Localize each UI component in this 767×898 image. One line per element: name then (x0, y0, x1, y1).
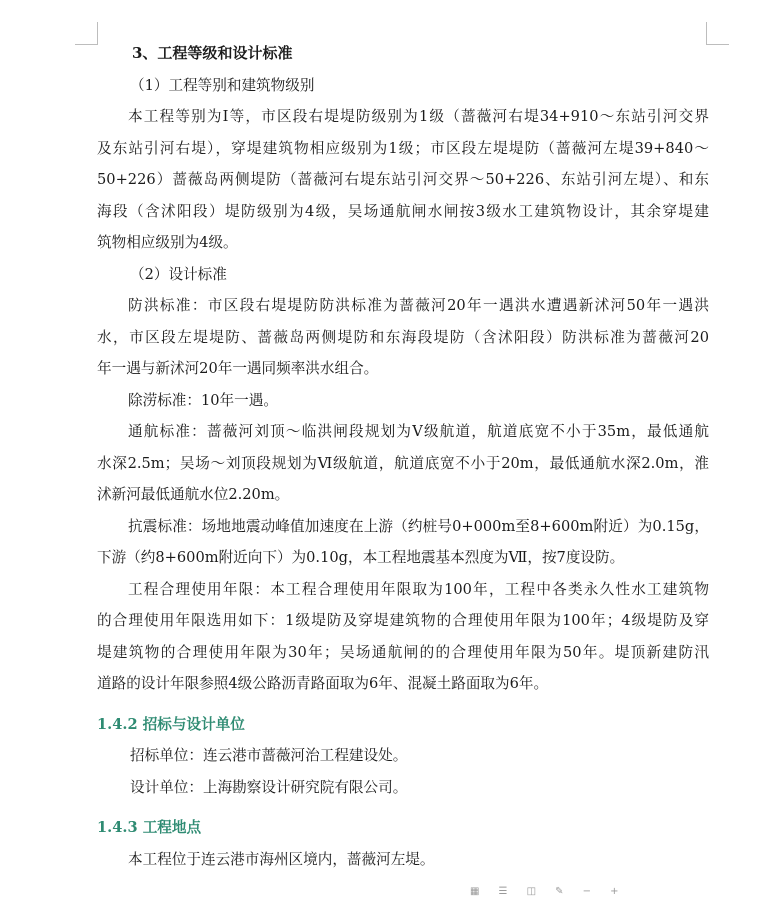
paragraph-seismic (97, 511, 709, 574)
pen-icon[interactable]: ✎ (555, 886, 564, 897)
text-line: 筑物相应级别为4级。 (97, 234, 238, 251)
text-line: 沭新河最低通航水位2.20m。 (97, 486, 290, 503)
text-line: 道路的设计年限参照4级公路沥青路面取为6年、混凝土路面取为6年。 (97, 675, 549, 692)
zoom-in-icon[interactable]: + (610, 886, 619, 897)
text-line: 堤建筑物的合理使用年限为30年；吴场通航闸的的合理使用年限为50年。堤顶新建防汛 (97, 643, 709, 661)
paragraph-drainage: 除涝标准：10年一遇。 (128, 391, 278, 409)
paragraph-grade (97, 101, 709, 259)
zoom-out-icon[interactable]: − (582, 886, 592, 897)
document-body[interactable] (97, 38, 709, 875)
text-line: 工程合理使用年限：本工程合理使用年限取为100年，工程中各类永久性水工建筑物 (128, 580, 709, 598)
text-line: 50+226）蔷薇岛两侧堤防（蔷薇河右堤东站引河交界～50+226、东站引河左堤）、和东 (97, 171, 709, 188)
section-title-tender: 1.4.2 招标与设计单位 (97, 715, 245, 733)
text-line: 年一遇与新沭河20年一遇同频率洪水组合。 (97, 360, 379, 377)
subheading-grade: （1）工程等别和建筑物级别 (130, 76, 315, 94)
text-line: 抗震标准：场地地震动峰值加速度在上游（约桩号0+000m至8+600m附近）为0.15g， (128, 517, 709, 535)
project-location: 本工程位于连云港市海州区境内，蔷薇河左堤。 (128, 850, 435, 868)
top-right-margin-mark (706, 22, 729, 45)
status-bar (470, 879, 767, 897)
tender-unit: 招标单位：连云港市蔷薇河治工程建设处。 (130, 747, 408, 764)
text-line: 下游（约8+600m附近向下）为0.10g，本工程地震基本烈度为Ⅶ，按7度设防。 (97, 549, 625, 566)
text-line: 的合理使用年限选用如下：1级堤防及穿堤建筑物的合理使用年限为100年；4级堤防及穿 (97, 612, 709, 629)
text-line: 防洪标准：市区段右堤堤防防洪标准为蔷薇河20年一遇洪水遭遇新沭河50年一遇洪 (128, 297, 709, 314)
design-unit: 设计单位：上海勘察设计研究院有限公司。 (130, 778, 408, 796)
paragraph-navigation (97, 416, 709, 511)
text-line: 海段（含沭阳段）堤防级别为4级，吴场通航闸水闸按3级水工建筑物设计，其余穿堤建 (97, 202, 709, 220)
section-title-location: 1.4.3 工程地点 (97, 819, 202, 836)
text-line: 及东站引河右堤），穿堤建筑物相应级别为1级；市区段左堤堤防（蔷薇河左堤39+840～ (97, 139, 709, 157)
page-view-icon[interactable]: ▦ (470, 886, 480, 897)
paragraph-service-life (97, 574, 709, 700)
text-line: 本工程等别为Ⅰ等，市区段右堤堤防级别为1级（蔷薇河右堤34+910～东站引河交界 (128, 108, 709, 125)
section-heading: 3、工程等级和设计标准 (132, 44, 293, 62)
web-view-icon[interactable]: ◫ (526, 886, 537, 897)
text-line: 通航标准：蔷薇河刘顶～临洪闸段规划为Ⅴ级航道，航道底宽不小于35m，最低通航 (128, 423, 709, 440)
paragraph-flood (97, 290, 709, 385)
text-line: 水，市区段左堤堤防、蔷薇岛两侧堤防和东海段堤防（含沭阳段）防洪标准为蔷薇河20 (97, 328, 709, 346)
list-view-icon[interactable]: ☰ (498, 886, 508, 897)
subheading-standard: （2）设计标准 (130, 265, 227, 283)
top-left-margin-mark (75, 22, 98, 45)
text-line: 水深2.5m；吴场～刘顶段规划为Ⅵ级航道，航道底宽不小于20m，最低通航水深2.0m，淮 (97, 454, 709, 472)
